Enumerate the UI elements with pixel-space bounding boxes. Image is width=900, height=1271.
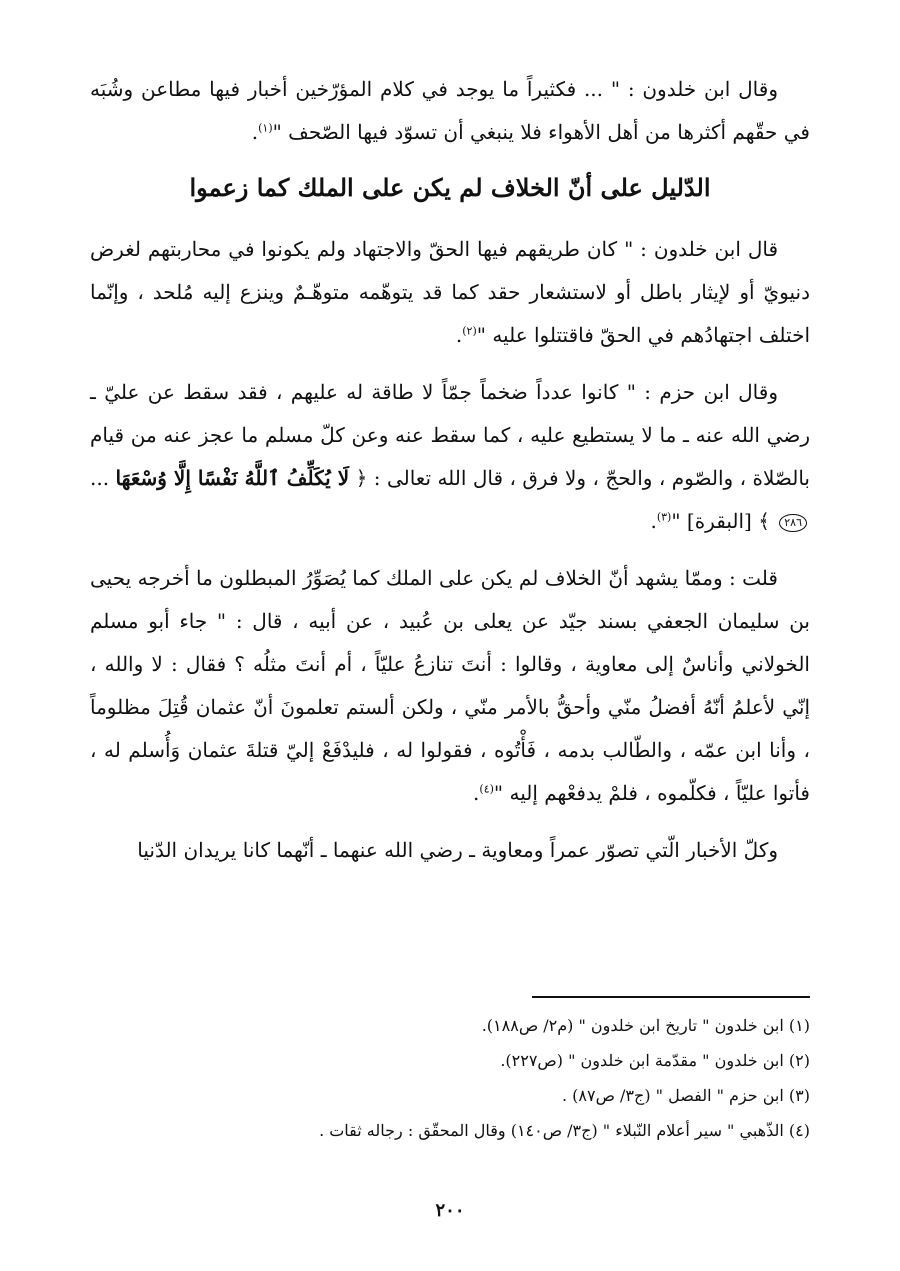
paragraph-1-text: وقال ابن خلدون : " ... فكثيراً ما يوجد في كلام المؤرّخين أخبار فيها مطاعن وشُبَه في حقّهم أكثرها من أهل الأهواء فلا ينبغي أن تسوّد فيها الصّحف " xyxy=(90,77,810,144)
footnotes-section xyxy=(90,1008,810,1148)
ayah-number-marker: ٢٨٦ xyxy=(779,514,807,532)
paragraph-3 xyxy=(90,371,810,543)
paragraph-1-end: . xyxy=(251,120,259,144)
footnote-1: (١) ابن خلدون " تاريخ ابن خلدون " (م٢/ ص١٨٨). xyxy=(481,1016,810,1035)
page-body xyxy=(90,68,810,886)
page-number: ٢٠٠ xyxy=(435,1200,465,1221)
section-heading: الدّليل على أنّ الخلاف لم يكن على الملك كما زعموا xyxy=(189,173,711,202)
paragraph-4 xyxy=(90,557,810,815)
footnote-2: (٢) ابن خلدون " مقدّمة ابن خلدون " (ص٢٢٧). xyxy=(500,1051,810,1070)
paragraph-2 xyxy=(90,228,810,357)
quran-open-bracket: ﴿ xyxy=(355,466,368,490)
footnote-ref-3: (٣) xyxy=(656,510,672,524)
quran-close-bracket: ﴾ xyxy=(758,509,770,533)
surah-name: [البقرة] " xyxy=(671,509,752,533)
paragraph-5 xyxy=(90,829,810,872)
paragraph-2-end: . xyxy=(455,323,463,347)
footnote-ref-1: (١) xyxy=(258,121,273,135)
paragraph-3-end: . xyxy=(650,509,657,533)
paragraph-3-text: وقال ابن حزم : " كانوا عدداً ضخماً جمّاً لا طاقة له عليهم ، فقد سقط عن عليّ ـ رضي الله عنه ـ ما لا يستطيع عليه ، كما سقط عنه وعن كلّ مسلم ما عجز عنه من قيام بالصّلاة ، والصّوم ، والحجّ ، ولا فرق ، قال الله تعالى : xyxy=(90,380,810,490)
quran-ellipsis: ... xyxy=(90,466,110,490)
paragraph-5-text: وكلّ الأخبار الّتي تصوّر عمراً ومعاوية ـ رضي الله عنهما ـ أنّهما كانا يريدان الدّنيا xyxy=(137,838,778,862)
footnote-4: (٤) الذّهبي " سير أعلام النّبلاء " (ج٣/ ص١٤٠) وقال المحقّق : رجاله ثقات . xyxy=(319,1121,810,1140)
quran-verse: لَا يُكَلِّفُ ٱللَّهُ نَفْسًا إِلَّا وُسْعَهَا xyxy=(115,466,350,490)
footnote-divider xyxy=(532,996,810,998)
paragraph-1 xyxy=(90,68,810,154)
paragraph-4-end: . xyxy=(473,781,480,805)
footnote-ref-4: (٤) xyxy=(479,782,494,796)
paragraph-2-text: قال ابن خلدون : " كان طريقهم فيها الحقّ والاجتهاد ولم يكونوا في محاربتهم لغرض دنيويّ أو لإيثار باطل أو لاستشعار حقد كما قد يتوهّمه متوهّـمٌ وينزع إليه مُلحد ، وإنّما اختلف اجتهادُهم في الحقّ فاقتتلوا عليه " xyxy=(90,237,810,347)
paragraph-4-text: قلت : وممّا يشهد أنّ الخلاف لم يكن على الملك كما يُصَوِّرُ المبطلون ما أخرجه يحيى بن سليمان الجعفي بسند جيّد عن يعلى بن عُبيد ، عن أبيه ، قال : " جاء أبو مسلم الخولاني وأناسٌ إلى معاوية ، وقالوا : أنتَ تنازعُ عليّاً ، أم أنتَ مثلُه ؟ فقال : لا والله ، إنّي لأعلمُ أنّهُ أفضلُ منّي وأحقُّ بالأمر منّي ، ولكن ألستم تعلمونَ أنّ عثمان قُتِلَ مظلوماً ، وأنا ابن عمّه ، والطّالب بدمه ، فَأْتُوه ، فقولوا له ، فليدْفَعْ إليّ قتلةَ عثمان وَأُسلم له ، فأتوا عليّاً ، فكلّموه ، فلمْ يدفعْهم إليه " xyxy=(90,566,810,805)
footnote-3: (٣) ابن حزم " الفصل " (ج٣/ ص٨٧) . xyxy=(561,1086,810,1105)
footnote-ref-2: (٢) xyxy=(462,324,477,338)
